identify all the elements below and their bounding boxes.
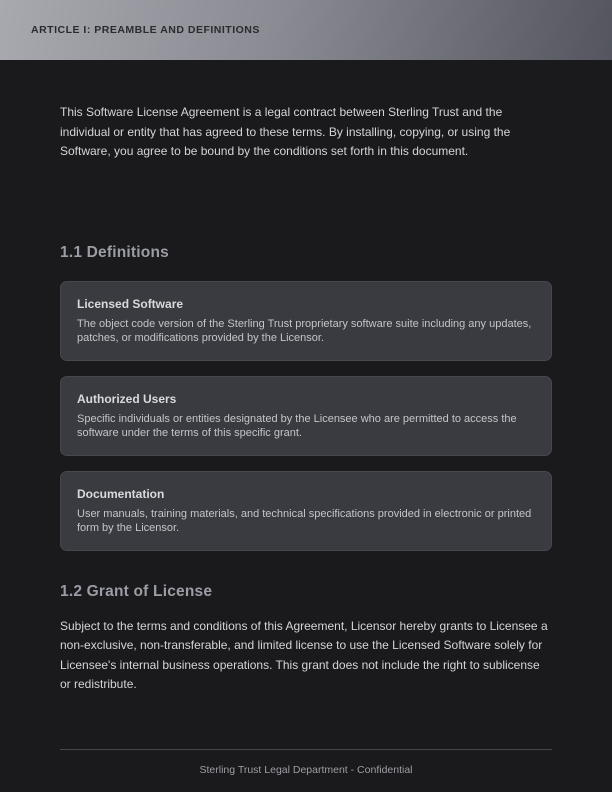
- grant-paragraph: Subject to the terms and conditions of this Agreement, Licensor hereby grants to Licensee a non-exclusive, non-transferable, and limited license to use the Licensed Software solely for Licensee's internal business operations. This grant does not include the right to sublicense or redistribute.: [60, 618, 548, 691]
- section-heading-definitions: 1.1 Definitions: [60, 243, 169, 261]
- intro-paragraph: This Software License Agreement is a legal contract between Sterling Trust and the individual or entity that has agreed to these terms. By installing, copying, or using the Software, you agree to be bound by the conditions set forth in this document.: [60, 105, 511, 158]
- card-body: Specific individuals or entities designated by the Licensee who are permitted to access the software under the terms of this specific grant.: [77, 412, 517, 439]
- article-header: [0, 0, 612, 60]
- card-body: The object code version of the Sterling Trust proprietary software suite including any updates, patches, or modifications provided by the Licensor.: [77, 317, 532, 344]
- definition-card-authorized-users: [60, 376, 552, 456]
- definition-card-documentation: [60, 471, 552, 551]
- card-title: Documentation: [77, 486, 165, 501]
- page-footer: [60, 749, 552, 778]
- card-title: Authorized Users: [77, 391, 177, 406]
- article-header-title: ARTICLE I: PREAMBLE AND DEFINITIONS: [31, 24, 260, 36]
- document-content: [0, 103, 612, 695]
- card-title: Licensed Software: [77, 296, 184, 311]
- footer-text: Sterling Trust Legal Department - Confidential: [199, 764, 413, 776]
- card-body: User manuals, training materials, and technical specifications provided in electronic or printed form by the Licensor.: [77, 507, 532, 534]
- definition-card-list: [60, 281, 552, 551]
- section-heading-grant: 1.2 Grant of License: [60, 582, 213, 600]
- definition-card-licensed-software: [60, 281, 552, 361]
